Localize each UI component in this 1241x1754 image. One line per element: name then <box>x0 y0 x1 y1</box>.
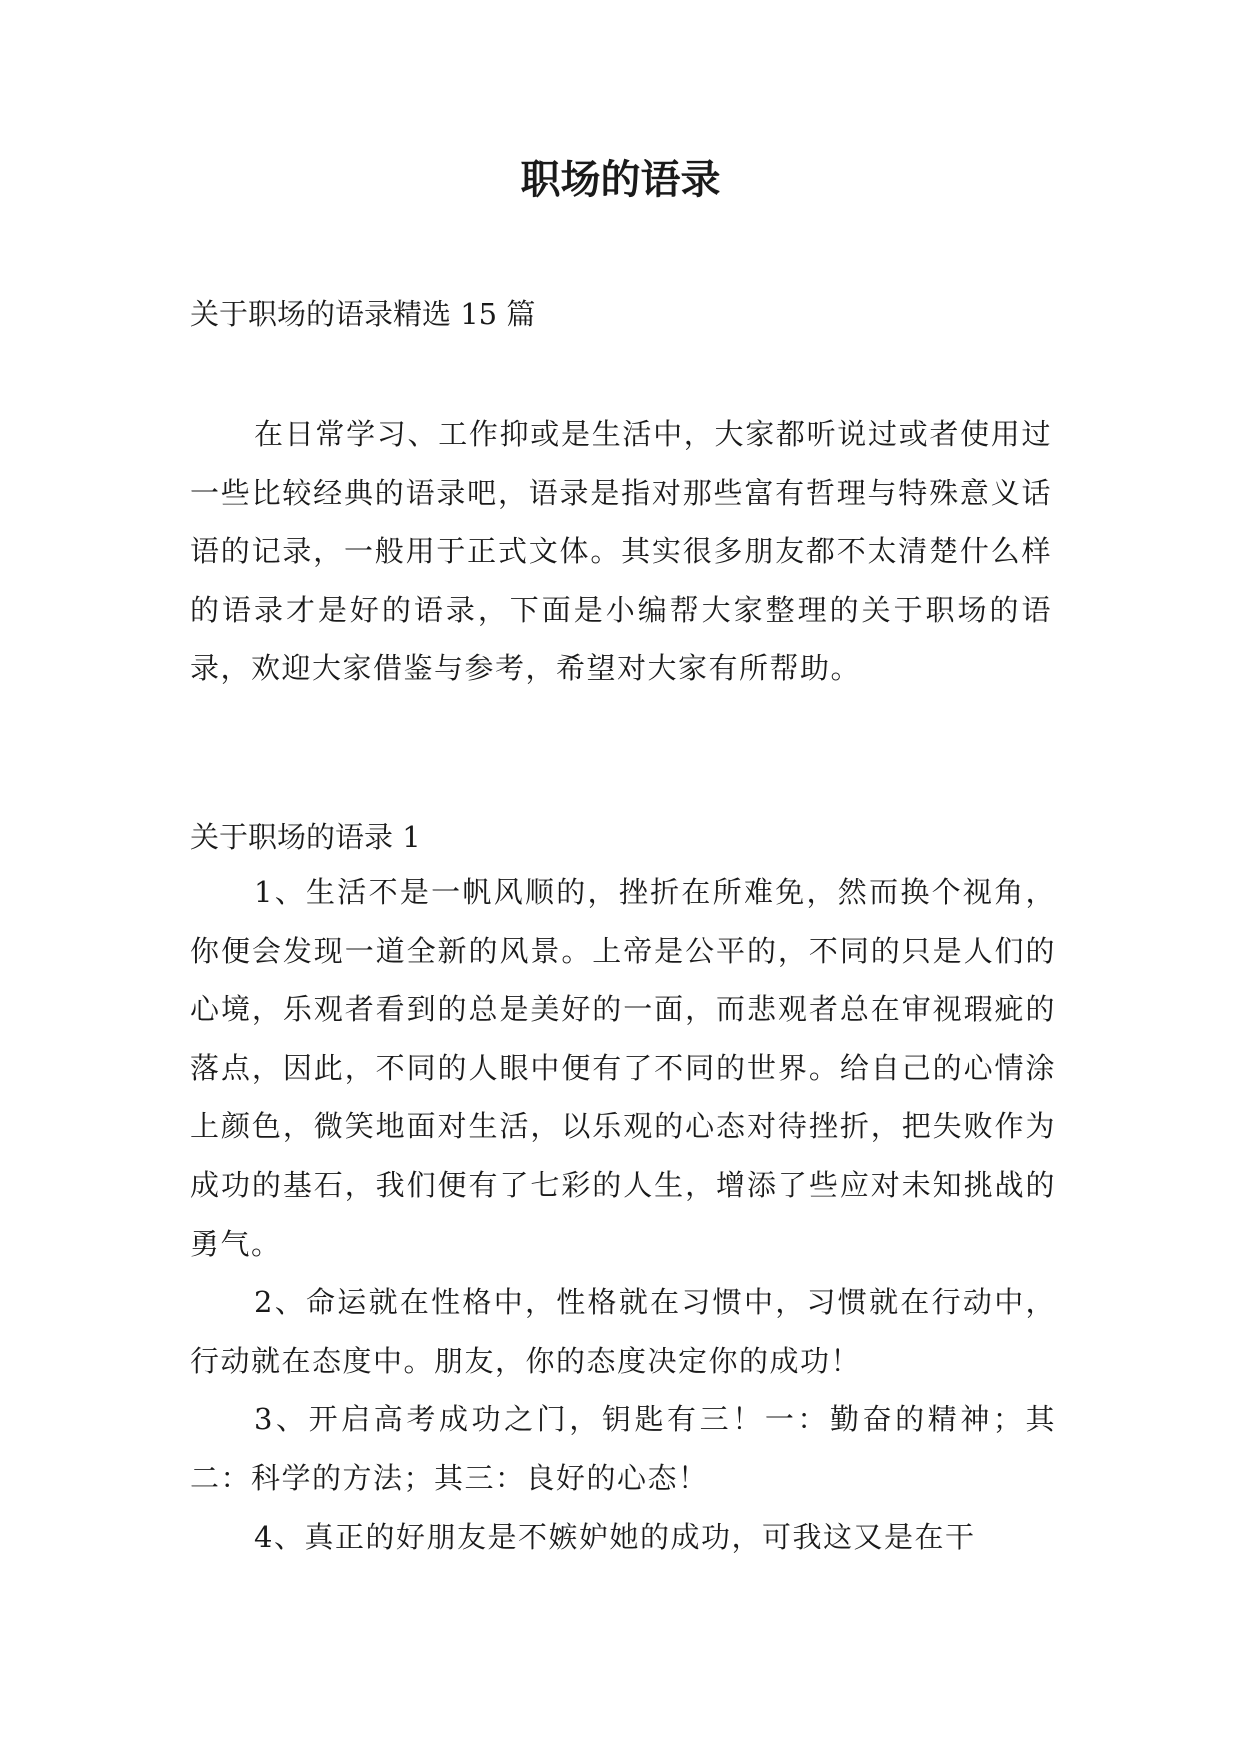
quote-list <box>190 863 1056 1566</box>
quote-paragraph-2: 2、命运就在性格中，性格就在习惯中，习惯就在行动中，行动就在态度中。朋友，你的态度决定你的成功！ <box>190 1285 1056 1378</box>
section-heading: 关于职场的语录 1 <box>190 820 421 854</box>
document-title: 职场的语录 <box>520 157 721 203</box>
quote-paragraph-4: 4、真正的好朋友是不嫉妒她的成功，可我这又是在干 <box>254 1519 976 1554</box>
quote-paragraph-1: 1、生活不是一帆风顺的，挫折在所难免，然而换个视角，你便会发现一道全新的风景。上帝是公平的，不同的只是人们的心境，乐观者看到的总是美好的一面，而悲观者总在审视瑕疵的落点，因此，不同的人眼中便有了不同的世界。给自己的心情涂上颜色，微笑地面对生活，以乐观的心态对待挫折，把失败作为成功的基石，我们便有了七彩的人生，增添了些应对未知挑战的勇气。 <box>190 875 1056 1261</box>
quote-paragraph-3: 3、开启高考成功之门，钥匙有三！一：勤奋的精神；其二：科学的方法；其三：良好的心态！ <box>190 1402 1056 1495</box>
document-subtitle: 关于职场的语录精选 15 篇 <box>190 297 536 331</box>
intro-paragraph: 在日常学习、工作抑或是生活中，大家都听说过或者使用过一些比较经典的语录吧，语录是指对那些富有哲理与特殊意义话语的记录，一般用于正式文体。其实很多朋友都不太清楚什么样的语录才是好的语录，下面是小编帮大家整理的关于职场的语录，欢迎大家借鉴与参考，希望对大家有所帮助。 <box>190 417 1052 686</box>
